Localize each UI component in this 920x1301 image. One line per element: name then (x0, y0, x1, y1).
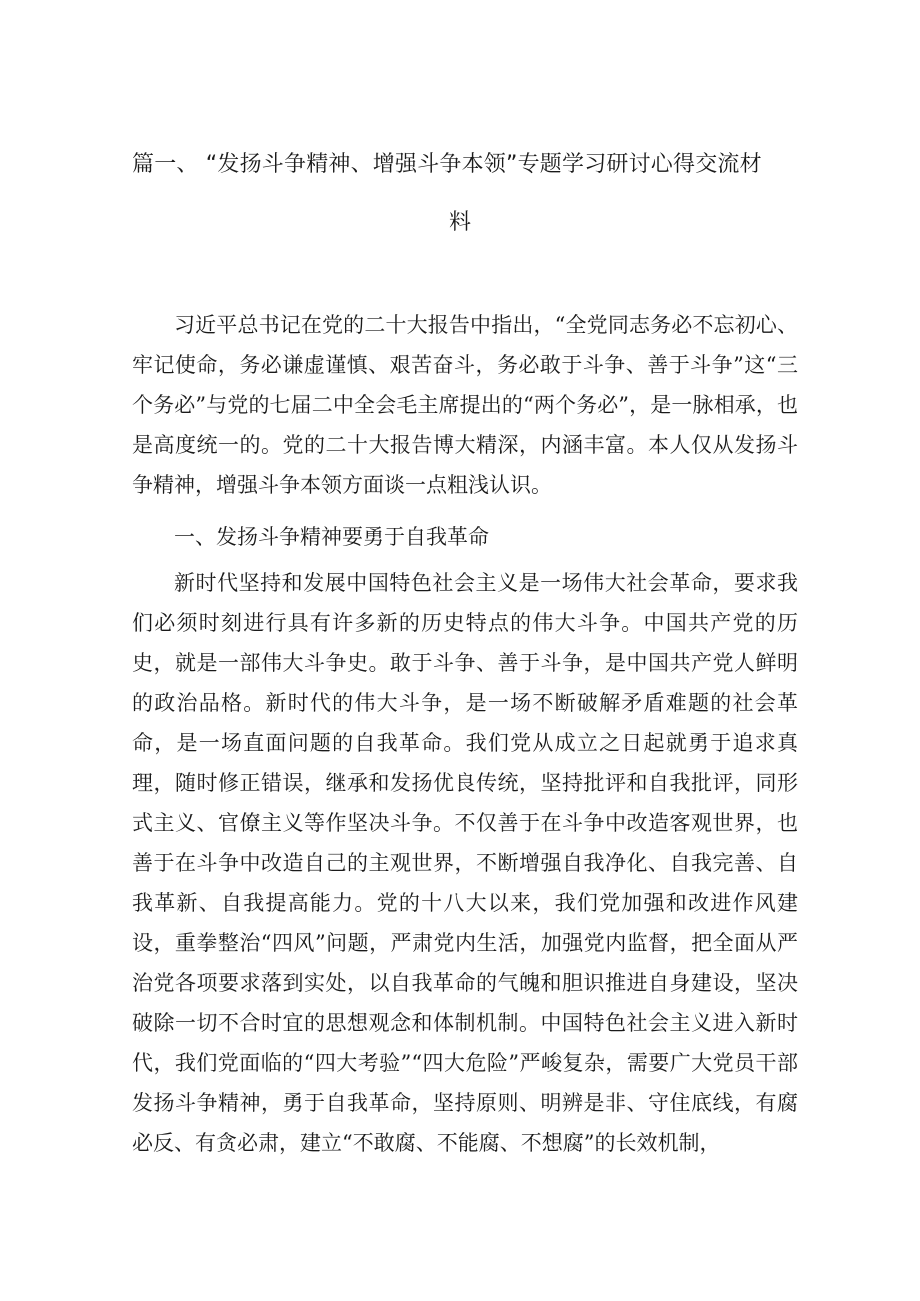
document-title-continuation: 料 (448, 210, 471, 235)
document-title: 篇一、 “发扬斗争精神、增强斗争本领”专题学习研讨心得交流材 (132, 152, 762, 177)
paragraph-intro: 习近平总书记在党的二十大报告中指出，“全党同志务必不忘初心、牢记使命，务必谦虚谨慎、艰苦奋斗，务必敢于斗争、善于斗争”这“三个务必”与党的七届二中全会毛主席提出的“两个务必”，是一脉相承，也是高度统一的。党的二十大报告博大精深，内涵丰富。本人仅从发扬斗争精神，增强斗争本领方面谈一点粗浅认识。 (132, 313, 798, 497)
section-heading-1: 一、发扬斗争精神要勇于自我革命 (174, 525, 489, 549)
paragraph-section-1: 新时代坚持和发展中国特色社会主义是一场伟大社会革命，要求我们必须时刻进行具有许多新的历史特点的伟大斗争。中国共产党的历史，就是一部伟大斗争史。敢于斗争、善于斗争，是中国共产党人鲜明的政治品格。新时代的伟大斗争，是一场不断破解矛盾难题的社会革命，是一场直面问题的自我革命。我们党从成立之日起就勇于追求真理，随时修正错误，继承和发扬优良传统，坚持批评和自我批评，同形式主义、官僚主义等作坚决斗争。不仅善于在斗争中改造客观世界，也善于在斗争中改造自己的主观世界，不断增强自我净化、自我完善、自我革新、自我提高能力。党的十八大以来，我们党加强和改进作风建设，重拳整治“四风”问题，严肃党内生活，加强党内监督，把全面从严治党各项要求落到实处，以自我革命的气魄和胆识推进自身建设，坚决破除一切不合时宜的思想观念和体制机制。中国特色社会主义进入新时代，我们党面临的“四大考验”“四大危险”严峻复杂，需要广大党员干部发扬斗争精神，勇于自我革命，坚持原则、明辨是非、守住底线，有腐必反、有贪必肃，建立“不敢腐、不能腐、不想腐”的长效机制， (132, 571, 798, 1155)
